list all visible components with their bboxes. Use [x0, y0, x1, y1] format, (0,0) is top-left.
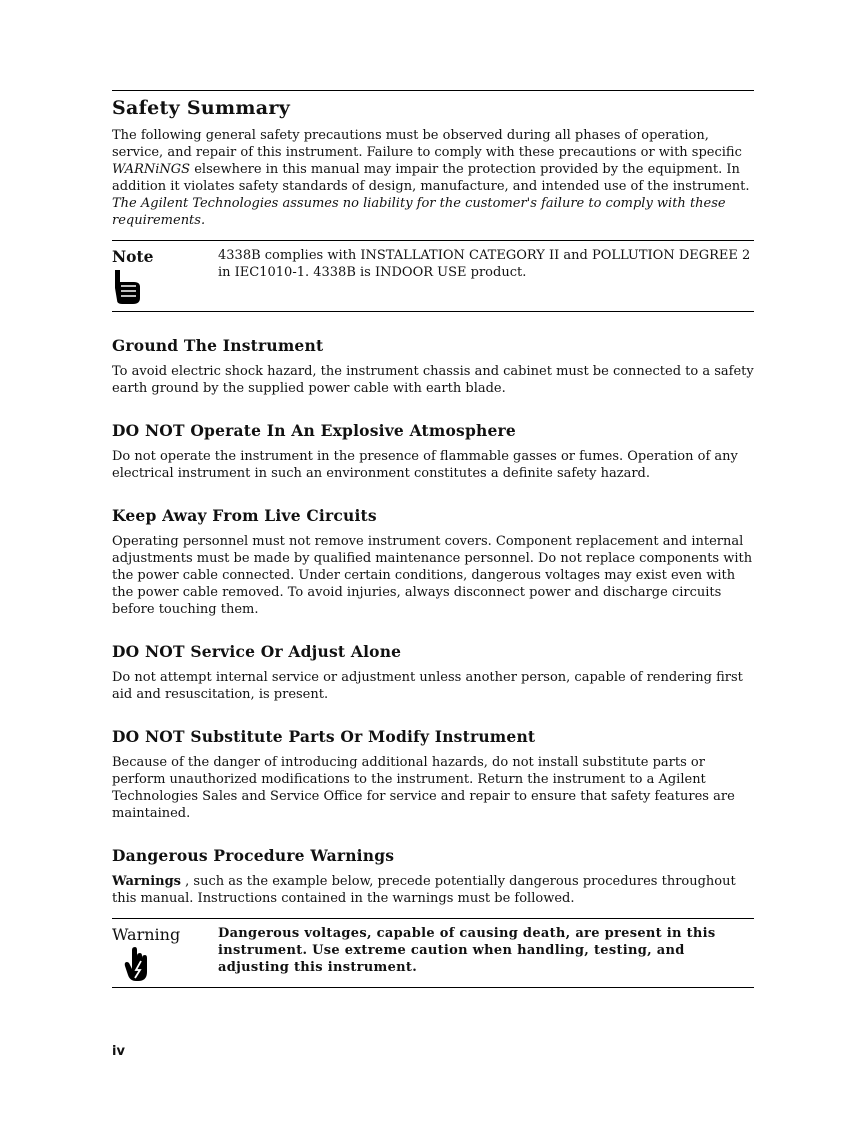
section-explosive	[112, 421, 754, 482]
section-body: Because of the danger of introducing additional hazards, do not install substitute parts or perform unauthorized modifications to the instrument. Return the instrument to a Agilent Technologies Sales and Service Office for service and repair to ensure that safety features are maintained.	[112, 755, 735, 821]
warning-bottom-rule	[112, 987, 754, 988]
page-content	[112, 90, 754, 988]
note-label-column	[112, 247, 218, 305]
intro-warnings-word: WARNiNGS	[112, 162, 191, 177]
note-bottom-rule	[112, 311, 754, 312]
intro-text-1: The following general safety precautions must be observed during all phases of operation, service, and repair of this instrument. Failure to comply with these precautions or with specific	[112, 128, 742, 160]
warning-label-column	[112, 925, 218, 981]
section-body: Do not operate the instrument in the presence of flammable gasses or fumes. Operation of any electrical instrument in such an environment constitutes a definite safety hazard.	[112, 449, 738, 481]
section-body: Do not attempt internal service or adjustment unless another person, capable of rendering first aid and resuscitation, is present.	[112, 670, 743, 702]
section-heading: Dangerous Procedure Warnings	[112, 846, 395, 865]
section-service-alone	[112, 642, 754, 703]
section-body: Operating personnel must not remove instrument covers. Component replacement and internal adjustments must be made by qualified maintenance personnel. Do not replace components with the power cable connected. Under certain conditions, dangerous voltages may exist even with the power cable removed. To avoid injuries, always disconnect power and discharge circuits before touching them.	[112, 534, 753, 617]
section-heading: DO NOT Service Or Adjust Alone	[112, 642, 402, 661]
pointing-hand-icon	[112, 270, 142, 306]
section-heading: DO NOT Operate In An Explosive Atmosphere	[112, 421, 516, 440]
section-body: To avoid electric shock hazard, the instrument chassis and cabinet must be connected to a safety earth ground by the supplied power cable with earth blade.	[112, 364, 754, 396]
section-heading: DO NOT Substitute Parts Or Modify Instrument	[112, 727, 536, 746]
note-text: 4338B complies with INSTALLATION CATEGORY II and POLLUTION DEGREE 2 in IEC1010-1. 4338B is INDOOR USE product.	[218, 248, 751, 280]
intro-text-2: elsewhere in this manual may impair the protection provided by the equipment. In addition it violates safety standards of design, manufacture, and intended use of the instrument.	[112, 162, 750, 194]
warning-text: Dangerous voltages, capable of causing death, are present in this instrument. Use extreme caution when handling, testing, and adjusting this instrument.	[218, 926, 716, 975]
dangerous-body-text: , such as the example below, precede potentially dangerous procedures throughout this manual. Instructions contained in the warnings must be followed.	[112, 874, 736, 906]
section-heading: Keep Away From Live Circuits	[112, 506, 377, 525]
warning-hand-icon	[112, 946, 156, 982]
intro-disclaimer: The Agilent Technologies assumes no liability for the customer's failure to comply with these requirements.	[112, 196, 726, 228]
section-ground	[112, 336, 754, 397]
section-body	[112, 873, 754, 907]
intro-paragraph	[112, 127, 754, 195]
page-number: iv	[112, 1044, 125, 1059]
warnings-bold-word: Warnings	[112, 874, 181, 889]
section-heading: Ground The Instrument	[112, 336, 324, 355]
warning-callout	[112, 919, 754, 987]
section-dangerous-procedure	[112, 846, 754, 907]
warning-label: Warning	[112, 925, 181, 944]
section-substitute-parts	[112, 727, 754, 822]
note-label: Note	[112, 247, 154, 266]
note-callout	[112, 241, 754, 311]
top-rule	[112, 90, 754, 91]
section-live-circuits	[112, 506, 754, 618]
page-title: Safety Summary	[112, 97, 291, 119]
